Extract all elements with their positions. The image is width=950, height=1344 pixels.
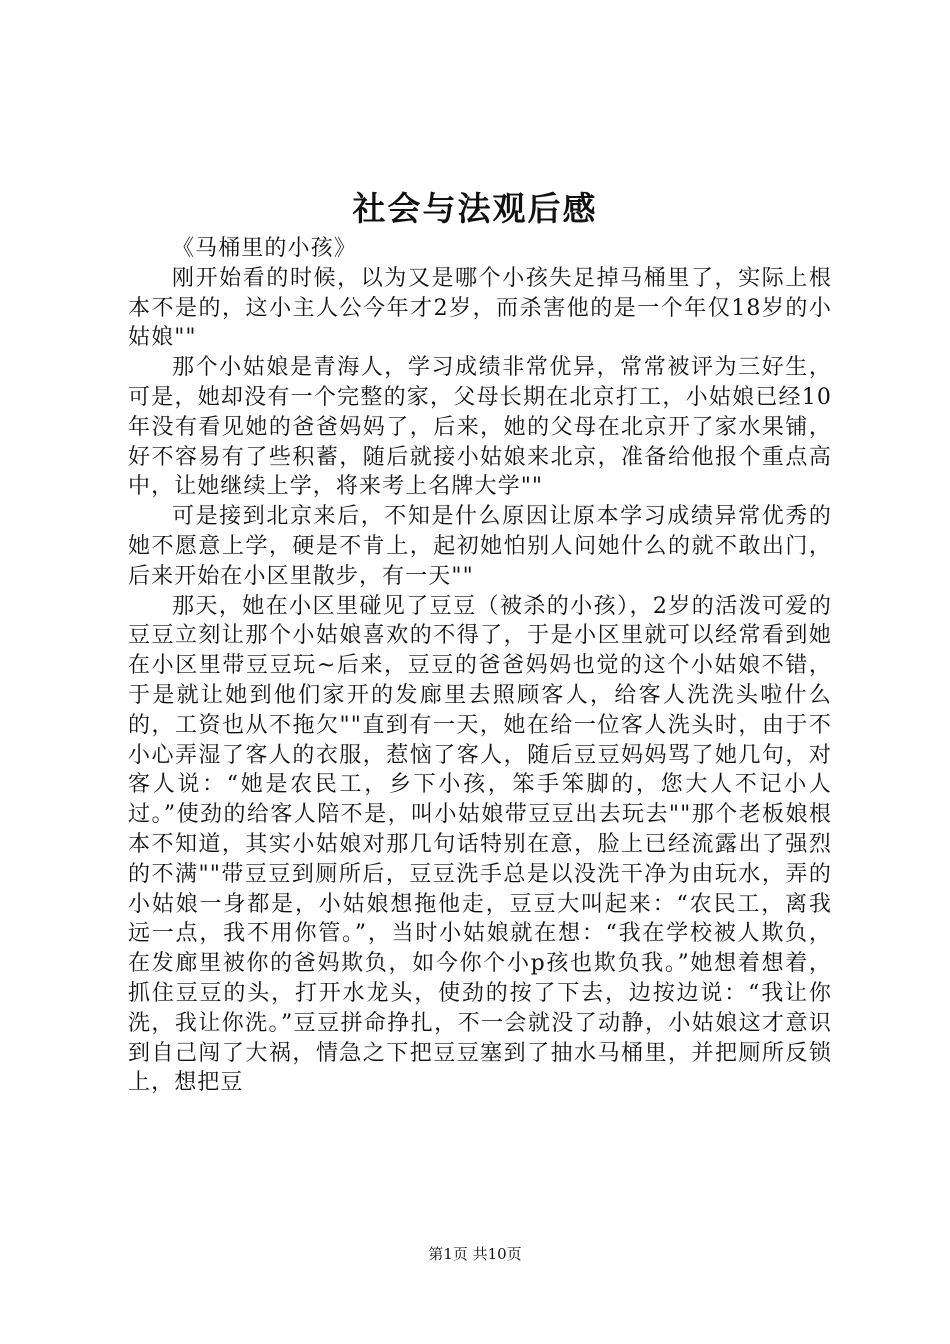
document-body xyxy=(128,234,832,1098)
paragraph: 可是接到北京来后，不知是什么原因让原本学习成绩异常优秀的她不愿意上学，硬是不肯上，起初她怕别人问她什么的就不敢出门，后来开始在小区里散步，有一天"" xyxy=(128,504,832,589)
paragraph: 那天，她在小区里碰见了豆豆（被杀的小孩），2岁的活泼可爱的豆豆立刻让那个小姑娘喜欢的不得了，于是小区里就可以经常看到她在小区里带豆豆玩~后来，豆豆的爸爸妈妈也觉的这个小姑娘不错，于是就让她到他们家开的发廊里去照顾客人，给客人洗洗头啦什么的，工资也从不拖欠""直到有一天，她在给一位客人洗头时，由于不小心弄湿了客人的衣服，惹恼了客人，随后豆豆妈妈骂了她几句，对客人说：“她是农民工，乡下小孩，笨手笨脚的，您大人不记小人过。”使劲的给客人陪不是，叫小姑娘带豆豆出去玩去""那个老板娘根本不知道，其实小姑娘对那几句话特别在意，脸上已经流露出了强烈的不满""带豆豆到厕所后，豆豆洗手总是以没洗干净为由玩水，弄的小姑娘一身都是，小姑娘想拖他走，豆豆大叫起来：“农民工，离我远一点，我不用你管。”，当时小姑娘就在想：“我在学校被人欺负，在发廊里被你的爸妈欺负，如今你个小p孩也欺负我。”她想着想着，抓住豆豆的头，打开水龙头，使劲的按了下去，边按边说：“我让你洗，我让你洗。”豆豆拼命挣扎，不一会就没了动静，小姑娘这才意识到自己闯了大祸，情急之下把豆豆塞到了抽水马桶里，并把厕所反锁上，想把豆 xyxy=(128,593,832,1096)
paragraph: 那个小姑娘是青海人，学习成绩非常优异，常常被评为三好生，可是，她却没有一个完整的家，父母长期在北京打工，小姑娘已经10年没有看见她的爸爸妈妈了，后来，她的父母在北京开了家水果铺，好不容易有了些积蓄，随后就接小姑娘来北京，准备给他报个重点高中，让她继续上学，将来考上名牌大学"" xyxy=(128,355,832,500)
page-number-footer: 第1页 共10页 xyxy=(428,1245,522,1263)
paragraph: 《马桶里的小孩》 xyxy=(172,236,357,261)
document-title: 社会与法观后感 xyxy=(352,189,598,228)
paragraph: 刚开始看的时候，以为又是哪个小孩失足掉马桶里了，实际上根本不是的，这小主人公今年才2岁，而杀害他的是一个年仅18岁的小姑娘"" xyxy=(128,265,832,351)
